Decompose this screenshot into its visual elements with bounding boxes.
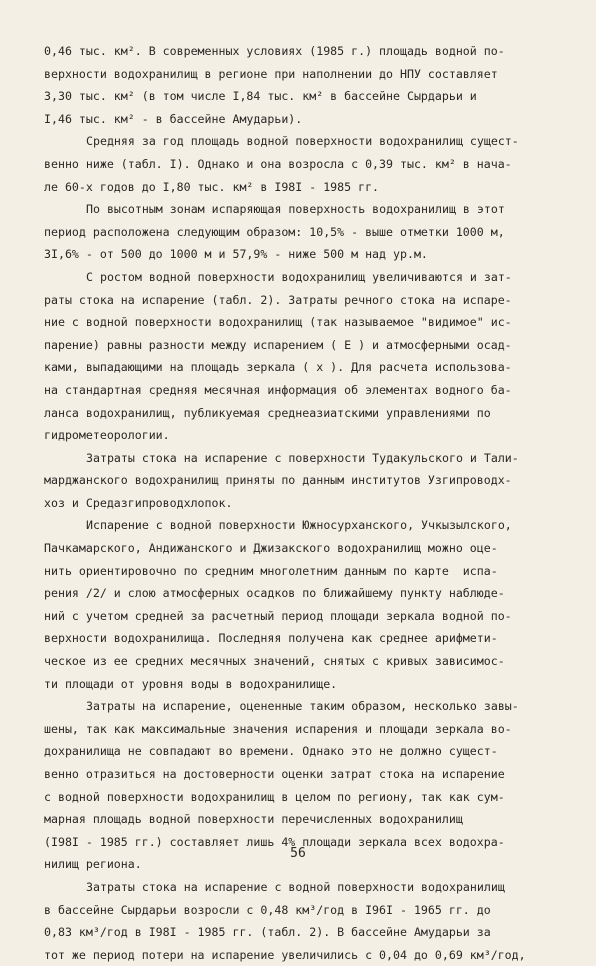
text-line: тот же период потери на испарение увеличились с 0,04 до 0,69 км³/год, <box>44 947 526 962</box>
text-line: шены, так как максимальные значения испарения и площади зеркала во- <box>44 721 512 736</box>
text-line: в бассейне Сырдарьи возросли с 0,48 км³/год в I96I - 1965 гг. до <box>44 902 491 917</box>
text-line: (I98I - 1985 гг.) составляет лишь 4% площади зеркала всех водохра- <box>44 834 505 849</box>
text-line: на стандартная средняя месячная информация об элементах водного ба- <box>44 382 512 397</box>
text-line: ланса водохранилищ, публикуемая среднеазиатскими управлениями по <box>44 405 491 420</box>
text-line: 0,46 тыс. км². В современных условиях (1985 г.) площадь водной по- <box>44 44 505 58</box>
text-line: ческое из ее средних месячных значений, снятых с кривых зависимос- <box>44 654 505 669</box>
text-line: Средняя за год площадь водной поверхности водохранилищ сущест- <box>86 134 519 149</box>
text-line: верхности водохранилища. Последняя получена как среднее арифмети- <box>44 631 498 646</box>
text-line: с водной поверхности водохранилищ в целом по региону, так как сум- <box>44 789 505 804</box>
text-line: период расположена следующим образом: 10,5% - выше отметки 1000 м, <box>44 224 505 239</box>
text-line: Затраты стока на испарение с поверхности Тудакульского и Тали- <box>86 450 519 465</box>
text-line: 0,83 км³/год в I98I - 1985 гг. (табл. 2). В бассейне Амударьи за <box>44 925 491 940</box>
text-line: марная площадь водной поверхности перечисленных водохранилищ <box>44 812 463 827</box>
text-line: Затраты на испарение, оцененные таким образом, несколько завы- <box>86 699 519 714</box>
text-line: дохранилища не совпадают во времени. Однако это не должно сущест- <box>44 744 498 759</box>
text-line: По высотным зонам испаряющая поверхность водохранилищ в этот <box>86 202 505 217</box>
text-line: венно отразиться на достоверности оценки затрат стока на испарение <box>44 767 505 781</box>
text-line: венно ниже (табл. I). Однако и она возросла с 0,39 тыс. км² в нача- <box>44 156 512 171</box>
page-number: 56 <box>290 846 306 861</box>
text-line: марджанского водохранилищ приняты по данным институтов Узгипроводх- <box>44 473 512 488</box>
text-line: 3,30 тыс. км² (в том числе I,84 тыс. км² в бассейне Сырдарьи и <box>44 89 477 104</box>
text-line: нить ориентировочно по средним многолетним данным по карте испа- <box>44 563 498 578</box>
text-line: гидрометеорологии. <box>44 428 170 443</box>
text-line: верхности водохранилищ в регионе при наполнении до НПУ составляет <box>44 66 498 81</box>
text-line: раты стока на испарение (табл. 2). Затраты речного стока на испаре- <box>44 292 512 307</box>
text-line: хоз и Средазгипроводхлопок. <box>44 495 233 510</box>
text-line: Пачкамарского, Андижанского и Джизакского водохранилищ можно оце- <box>44 541 498 556</box>
text-line: нилищ региона. <box>44 857 142 872</box>
text-line: ле 60-х годов до I,80 тыс. км² в I98I - 1985 гг. <box>44 179 380 194</box>
text-line: рения /2/ и слою атмосферных осадков по ближайшему пункту наблюде- <box>44 586 505 601</box>
text-line: Испарение с водной поверхности Южносурханского, Учкызылского, <box>86 518 512 533</box>
text-line: ти площади от уровня воды в водохранилище. <box>44 676 338 691</box>
text-line: ний с учетом средней за расчетный период площади зеркала водной по- <box>44 608 512 623</box>
text-line: С ростом водной поверхности водохранилищ увеличиваются и зат- <box>86 269 512 284</box>
text-line: Затраты стока на испарение с водной поверхности водохранилищ <box>86 879 505 894</box>
text-line: I,46 тыс. км² - в бассейне Амударьи). <box>44 111 303 126</box>
text-line: 3I,6% - от 500 до 1000 м и 57,9% - ниже 500 м над ур.м. <box>44 247 428 262</box>
text-line: парение) равны разности между испарением ( E ) и атмосферными осад- <box>44 337 512 352</box>
text-line: ние с водной поверхности водохранилищ (так называемое "видимое" ис- <box>44 315 512 330</box>
text-line: ками, выпадающими на площадь зеркала ( x ). Для расчета использова- <box>44 360 512 375</box>
body-text <box>44 40 584 966</box>
